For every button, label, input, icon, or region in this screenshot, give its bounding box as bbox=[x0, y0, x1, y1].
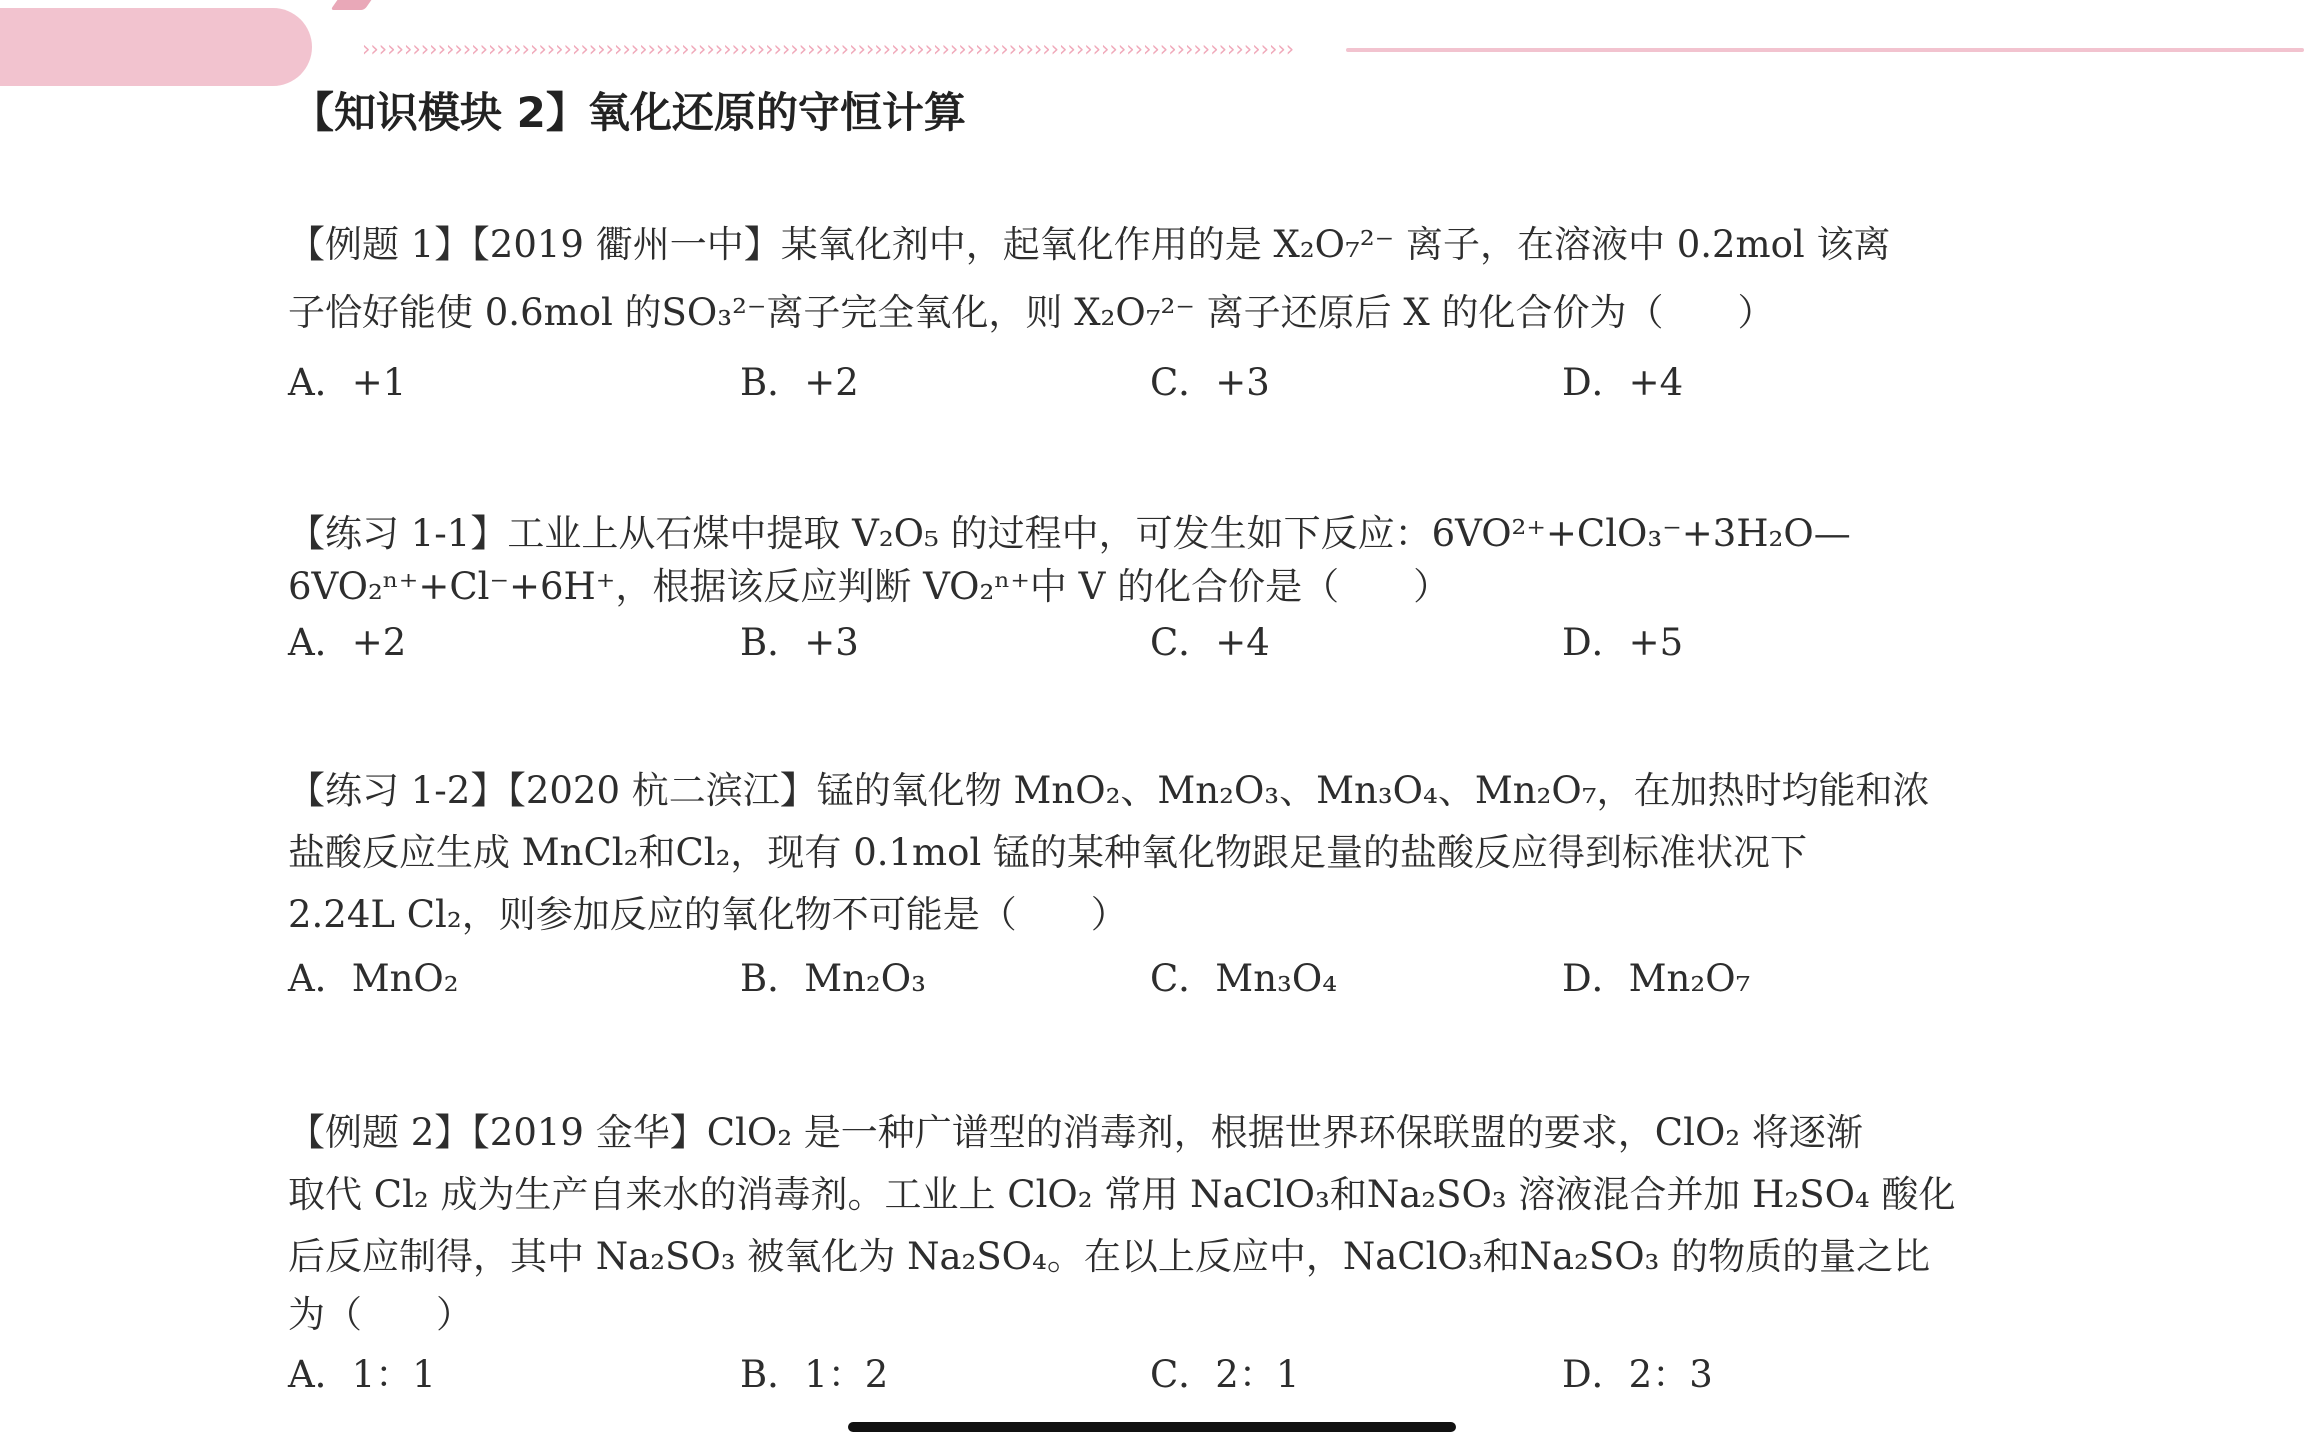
option-b: B．+3 bbox=[740, 621, 859, 664]
option-b: B．Mn₂O₃ bbox=[740, 957, 926, 1000]
option-a: A．+1 bbox=[288, 361, 407, 404]
question-text-line: 后反应制得，其中 Na₂SO₃ 被氧化为 Na₂SO₄。在以上反应中，NaClO₃和Na₂SO₃ 的物质的量之比 bbox=[288, 1235, 1931, 1278]
option-a: A．MnO₂ bbox=[288, 957, 459, 1000]
option-d: D．Mn₂O₇ bbox=[1562, 957, 1751, 1000]
option-b: B．1：2 bbox=[740, 1353, 889, 1396]
option-c: C．+4 bbox=[1150, 621, 1270, 664]
option-a: A．1：1 bbox=[288, 1353, 436, 1396]
question-text-line: 6VO₂ⁿ⁺+Cl⁻+6H⁺，根据该反应判断 VO₂ⁿ⁺中 V 的化合价是（ ） bbox=[288, 565, 1451, 608]
question-text-line: 【例题 2】【2019 金华】ClO₂ 是一种广谱型的消毒剂，根据世界环保联盟的要求，ClO₂ 将逐渐 bbox=[288, 1111, 1863, 1154]
question-text-line: 【练习 1-1】工业上从石煤中提取 V₂O₅ 的过程中，可发生如下反应：6VO²⁺+ClO₃⁻+3H₂O— bbox=[288, 512, 1851, 555]
question-text-line: 2.24L Cl₂，则参加反应的氧化物不可能是（ ） bbox=[288, 893, 1128, 936]
option-c: C．Mn₃O₄ bbox=[1150, 957, 1338, 1000]
option-c: C．+3 bbox=[1150, 361, 1270, 404]
option-d: D．+5 bbox=[1562, 621, 1684, 664]
question-text-line: 子恰好能使 0.6mol 的SO₃²⁻离子完全氧化，则 X₂O₇²⁻ 离子还原后 X 的化合价为（ ） bbox=[288, 291, 1775, 334]
option-a: A．+2 bbox=[288, 621, 407, 664]
header-pink-slash bbox=[330, 0, 375, 10]
question-text-line: 盐酸反应生成 MnCl₂和Cl₂，现有 0.1mol 锰的某种氧化物跟足量的盐酸反应得到标准状况下 bbox=[288, 831, 1807, 874]
header-divider-line bbox=[1346, 48, 2304, 52]
home-indicator[interactable] bbox=[848, 1422, 1456, 1432]
header-chevron-divider: ››››››››››››››››››››››››››››››››››››››››››››››››››››››››››››››››››››››››››››››››››››››››››››››››››››››››››››››› bbox=[362, 37, 1295, 61]
question-text-line: 为（ ） bbox=[288, 1293, 473, 1336]
option-d: D．+4 bbox=[1562, 361, 1684, 404]
option-c: C．2：1 bbox=[1150, 1353, 1300, 1396]
question-text-line: 【例题 1】【2019 衢州一中】某氧化剂中，起氧化作用的是 X₂O₇²⁻ 离子，在溶液中 0.2mol 该离 bbox=[288, 223, 1891, 266]
module-title: 【知识模块 2】氧化还原的守恒计算 bbox=[292, 88, 966, 137]
header-pink-tab bbox=[0, 8, 312, 86]
question-text-line: 取代 Cl₂ 成为生产自来水的消毒剂。工业上 ClO₂ 常用 NaClO₃和Na₂SO₃ 溶液混合并加 H₂SO₄ 酸化 bbox=[288, 1173, 1956, 1216]
option-b: B．+2 bbox=[740, 361, 859, 404]
option-d: D．2：3 bbox=[1562, 1353, 1713, 1396]
question-text-line: 【练习 1-2】【2020 杭二滨江】锰的氧化物 MnO₂、Mn₂O₃、Mn₃O₄、Mn₂O₇，在加热时均能和浓 bbox=[288, 769, 1930, 812]
